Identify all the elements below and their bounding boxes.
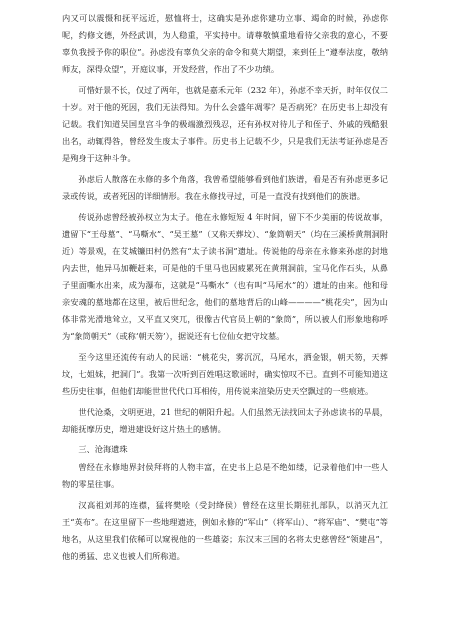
paragraph-5: 至今这里还流传有动人的民谣：“桃花尖，雾沉沉，马尾水，洒金银，朝天笏，天葬坟，七姐妹，把洞门”。我第一次听到百姓唱这歌谣时，确实惊叹不已。直到不可能知道这些历史往事，但他们却能世世代代口耳相传，用传说来渲染历史天空飘过的一些痕迹。 (62, 351, 388, 396)
paragraph-8: 汉高祖刘邦的连襟，猛将樊哙（受封绛侯）曾经在这里长期驻扎部队，以消灭九江王“英布”。在这里留下一些地理遗迹，例如永修的“军山”（将军山）、“将军庙”、“樊屯”等地名，从这里我们依稀可以窥视他的一些雄姿；东汉末三国的名将太史慈曾经“领建昌”，他的勇猛、忠义也被人们所称道。 (62, 500, 388, 562)
paragraph-4: 传说孙虑曾经被孙权立为太子。他在永修短短 4 年时间，留下不少美丽的传说故事，遗留下“王母墓”、“马嘶水”、“吴王墓”（又称天葬坟）、“象筒朝天”（均在三溪桥黄荆洞附近）等景观，在艾城镰田村仍然有“太子读书洞”遗址。传说他的母亲在永修来孙虑的封地内去世，他异马加鞭赶来，可是他的千里马也因疲累死在黄荆洞前，宝马化作石头，从鼻子里面嘶水出来，成为瀑布，这就是“马嘶水”（也有叫“马尾水”的）遗址的由来。他和母亲安魂的墓地都在这里，被后世纪念，他们的墓地背后的山峰————“桃花尖”，因为山体非常光滑地耸立，又平直又突兀，很像古代官员上朝的“象筒”，所以被人们形象地称呼为“象筒朝天”（或称‘朝天笏’），据说还有七位仙女把守坟墓。 (62, 211, 388, 342)
paragraph-2: 可惜好景不长，仅过了两年，也就是嘉禾元年（232 年），孙虑不幸天折，时年仅仅二十岁。对于他的死因，我们无法得知。为什么会盛年凋零？是否病死？在历史书上却没有记载。我们知道吴国皇宫斗争的极端激烈残忍，还有孙权对待儿子和侄子、外戚的残酷狠出名，动辄得咎，曾经发生废太子事件。历史书上记载不少，只是我们无法考证孙虑是否是殉身于这种斗争。 (62, 84, 388, 164)
section-heading: 三、沧海遗珠 (78, 444, 128, 455)
paragraph-3: 孙虑后人散落在永修的多个角落，我曾希望能够看到他们族谱，看是否有孙虑更多记录或传说，或者死因的详细情形。我在永修找寻过，可是一直没有找到他们的族谱。 (62, 173, 388, 201)
paragraph-6: 世代沧桑，文明更进，21 世纪的朝阳升起。人们虽然无法找回太子孙虑读书的旱晨，却能抚摩历史，增进建设好这片热土的感情。 (62, 406, 388, 434)
paragraph-1: 内又可以震慑和抚平远近，慰恤将士，这确实是孙虑你建功立事、竭命的时候，孙虑你呢，约修文德，外经武训，为人稳重，平实持中。请尊敬慎重地看待父亲我的意心，不要辜负我授予你的职位”。孙虑没有辜负父亲的命令和莫大期望，来到任上“遵奉法度，敬纳师友，深得众望”，开庭议事，开发经营，作出了不少功绩。 (62, 13, 388, 75)
paragraph-7: 曾经在永修地界封侯拜将的人物丰富，在史书上总是不绝如缕，记录着他们中一些人物的零星往事。 (62, 462, 388, 490)
